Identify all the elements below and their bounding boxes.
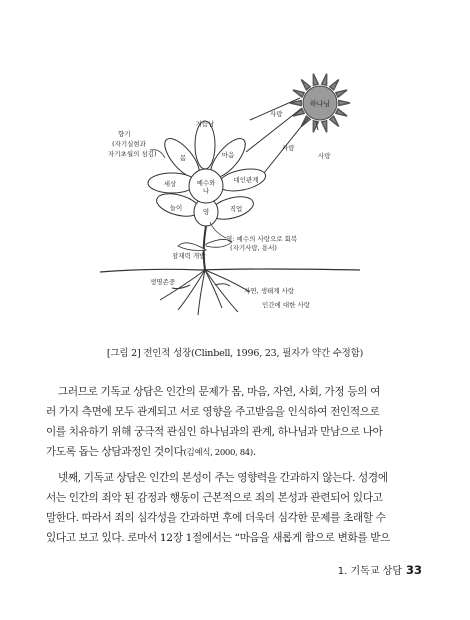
sun-ray xyxy=(322,121,327,132)
paragraph-line: 서는 인간의 죄악 된 감정과 행동이 근본적으로 죄의 본성과 관련되어 있다고 xyxy=(46,492,383,504)
caption-title: 전인적 성장 xyxy=(143,348,192,359)
paragraph-line: 말한다. 따라서 죄의 심각성을 간과하면 후에 더욱더 심각한 문제를 초래할 수 xyxy=(46,512,386,524)
paragraph-line: 있다고 보고 있다. 로마서 12장 1절에서는 “마음을 새롭게 함으로 변화를 받으 xyxy=(46,532,391,544)
paragraph-line: 가도록 돕는 상담과정인 것이다 xyxy=(46,446,184,458)
paragraph-2 xyxy=(46,468,424,548)
petal-body: 몸 xyxy=(179,154,187,162)
life-respect-label: 생명존중 xyxy=(150,278,176,286)
petal-rebirth: 거듭남 xyxy=(195,120,215,128)
citation: (김예식, 2000, 84) xyxy=(183,448,253,458)
sun-ray xyxy=(301,80,310,90)
petal-spirit: 영 xyxy=(202,208,210,216)
footer-section: 1. 기독교 상담 xyxy=(337,566,402,577)
fragrance-desc-1: (자기실현과 xyxy=(112,140,146,148)
page-number: 33 xyxy=(405,563,422,577)
petal-mind: 마음 xyxy=(221,151,235,159)
sun-label: 하나님 xyxy=(309,100,331,108)
stem xyxy=(204,226,206,270)
love-label-3: 사랑 xyxy=(318,152,331,160)
sun-ray xyxy=(336,109,347,116)
petal-relationships: 대인관계 xyxy=(233,176,259,184)
root-nature-label: 자연, 생태계 사랑 xyxy=(244,287,295,295)
petal-work: 직업 xyxy=(229,205,243,213)
paragraph-line: 러 가지 측면에 모두 관계되고 서로 영향을 주고받음을 인식하여 전인적으로 xyxy=(46,406,380,418)
caption-source: (Clinbell, 1996, 23, 필자가 약간 수정함) xyxy=(191,348,364,359)
potential-label: 잠재력 개발 xyxy=(172,252,206,260)
fragrance-desc-2: 자기초월의 섬김) xyxy=(108,150,157,158)
paragraph-line: 이를 치유하기 위해 궁극적 관심인 하나님과의 관계, 하나님과 만남으로 나아 xyxy=(46,426,383,438)
flower-center-label: 예수와 나 xyxy=(196,179,216,195)
sun-ray xyxy=(330,80,339,90)
sun-ray xyxy=(339,101,350,106)
sun-ray xyxy=(322,74,327,85)
paragraph-line: 그러므로 기독교 상담은 인간의 문제가 몸, 마음, 자연, 사회, 가정 등의 여 xyxy=(58,386,380,398)
spirit-note-2: (자기사랑, 용서) xyxy=(230,244,277,252)
spirit-note-1: 영: 예수의 사랑으로 회복 xyxy=(226,235,298,243)
root-human-label: 인간에 대한 사랑 xyxy=(262,301,311,309)
sun-ray xyxy=(293,90,304,97)
figure-caption xyxy=(0,345,470,359)
sun-ray xyxy=(330,116,339,126)
caption-label: [그림 2] xyxy=(106,348,141,359)
page-footer xyxy=(338,562,422,577)
fragrance-label: 향기 xyxy=(118,130,131,138)
sun-ray xyxy=(313,74,318,85)
sentence-end: . xyxy=(252,446,256,458)
leaf-icon xyxy=(178,243,206,251)
paragraph-1 xyxy=(46,382,424,463)
ground-line xyxy=(100,269,360,272)
roots xyxy=(160,270,250,315)
love-label-2: 사랑 xyxy=(282,144,295,152)
sun-icon xyxy=(290,74,350,132)
sun-ray xyxy=(293,109,304,116)
paragraph-line: 넷째, 기독교 상담은 인간의 본성이 주는 영향력을 간과하지 않는다. 성경에 xyxy=(58,472,388,484)
love-label-1: 사랑 xyxy=(270,110,283,118)
sun-ray xyxy=(336,90,347,97)
petal-world: 세상 xyxy=(163,180,177,188)
petal-play: 놀이 xyxy=(169,204,183,212)
